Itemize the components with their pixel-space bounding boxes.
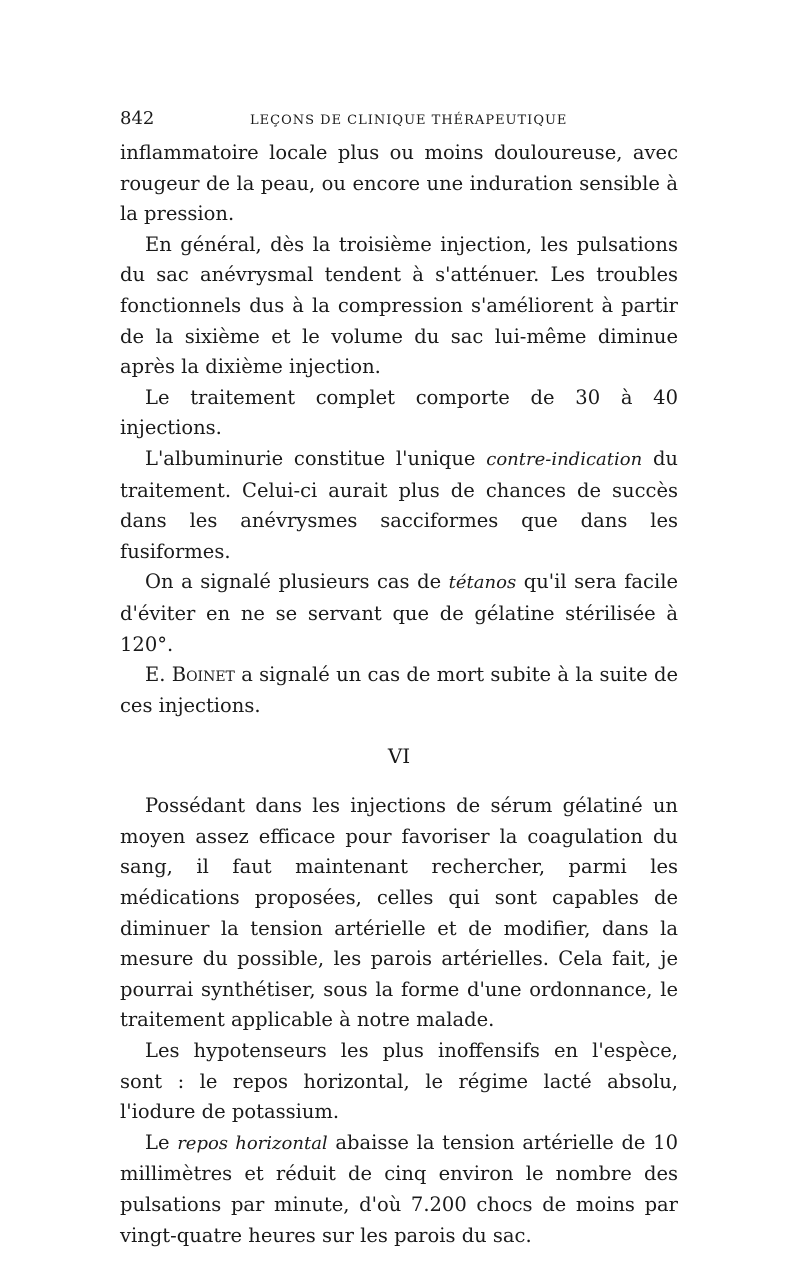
text-run: abaisse la tension artérielle de 10 millimètres et réduit de cinq environ le nombre des pulsations par minute, d'où 7.200 chocs de moins par vingt-quatre heures sur les parois du sac.	[120, 1130, 678, 1247]
text-run: L'albuminurie constitue l'unique	[145, 446, 487, 470]
paragraph: Le traitement complet comporte de 30 à 40 injections.	[120, 385, 678, 440]
italic-term: contre-indication	[486, 448, 643, 470]
paragraph: En général, dès la troisième injection, les pulsations du sac anévrysmal tendent à s'atténuer. Les troubles fonctionnels dus à la compression s'améliorent à partir de la sixième et le volume du sac lui-même diminue après la dixième injection.	[120, 232, 678, 379]
paragraph: inflammatoire locale plus ou moins douloureuse, avec rougeur de la peau, ou encore une induration sensible à la pression.	[120, 141, 678, 226]
page-number: 842	[120, 108, 155, 129]
italic-term: repos horizontal	[177, 1132, 328, 1154]
paragraph: Les hypotenseurs les plus inoffensifs en l'espèce, sont : le repos horizontal, le régime lacté absolu, l'iodure de potassium.	[120, 1039, 678, 1124]
paragraph: Possédant dans les injections de sérum gélatiné un moyen assez efficace pour favoriser la coagulation du sang, il faut maintenant rechercher, parmi les médications proposées, celles qui sont capables de diminuer la tension artérielle et de modifier, dans la mesure du possible, les parois artérielles. Cela fait, je pourrai synthétiser, sous la forme d'une ordonnance, le traitement applicable à notre malade.	[120, 794, 678, 1032]
text-run: Le	[145, 1130, 178, 1154]
text-run: qu'il sera facile d'éviter en ne se servant que de gélatine stérilisée à 120°.	[120, 570, 678, 656]
paragraph	[120, 444, 678, 567]
book-page	[120, 108, 678, 1251]
text-run: On a signalé plusieurs cas de	[145, 570, 449, 594]
section-heading: VI	[387, 744, 411, 769]
author-name: E. Boinet	[145, 663, 235, 687]
paragraph	[120, 1128, 678, 1251]
paragraph	[120, 660, 678, 721]
paragraph	[120, 567, 678, 660]
italic-term: tétanos	[448, 572, 517, 594]
text-run: du traitement. Celui-ci aurait plus de chances de succès dans les anévrysmes sacciformes que dans les fusiformes.	[120, 446, 678, 563]
running-title: LEÇONS DE CLINIQUE THÉRAPEUTIQUE	[250, 113, 568, 128]
page-header	[120, 108, 678, 138]
text-run: a signalé un cas de mort subite à la suite de ces injections.	[120, 663, 678, 717]
